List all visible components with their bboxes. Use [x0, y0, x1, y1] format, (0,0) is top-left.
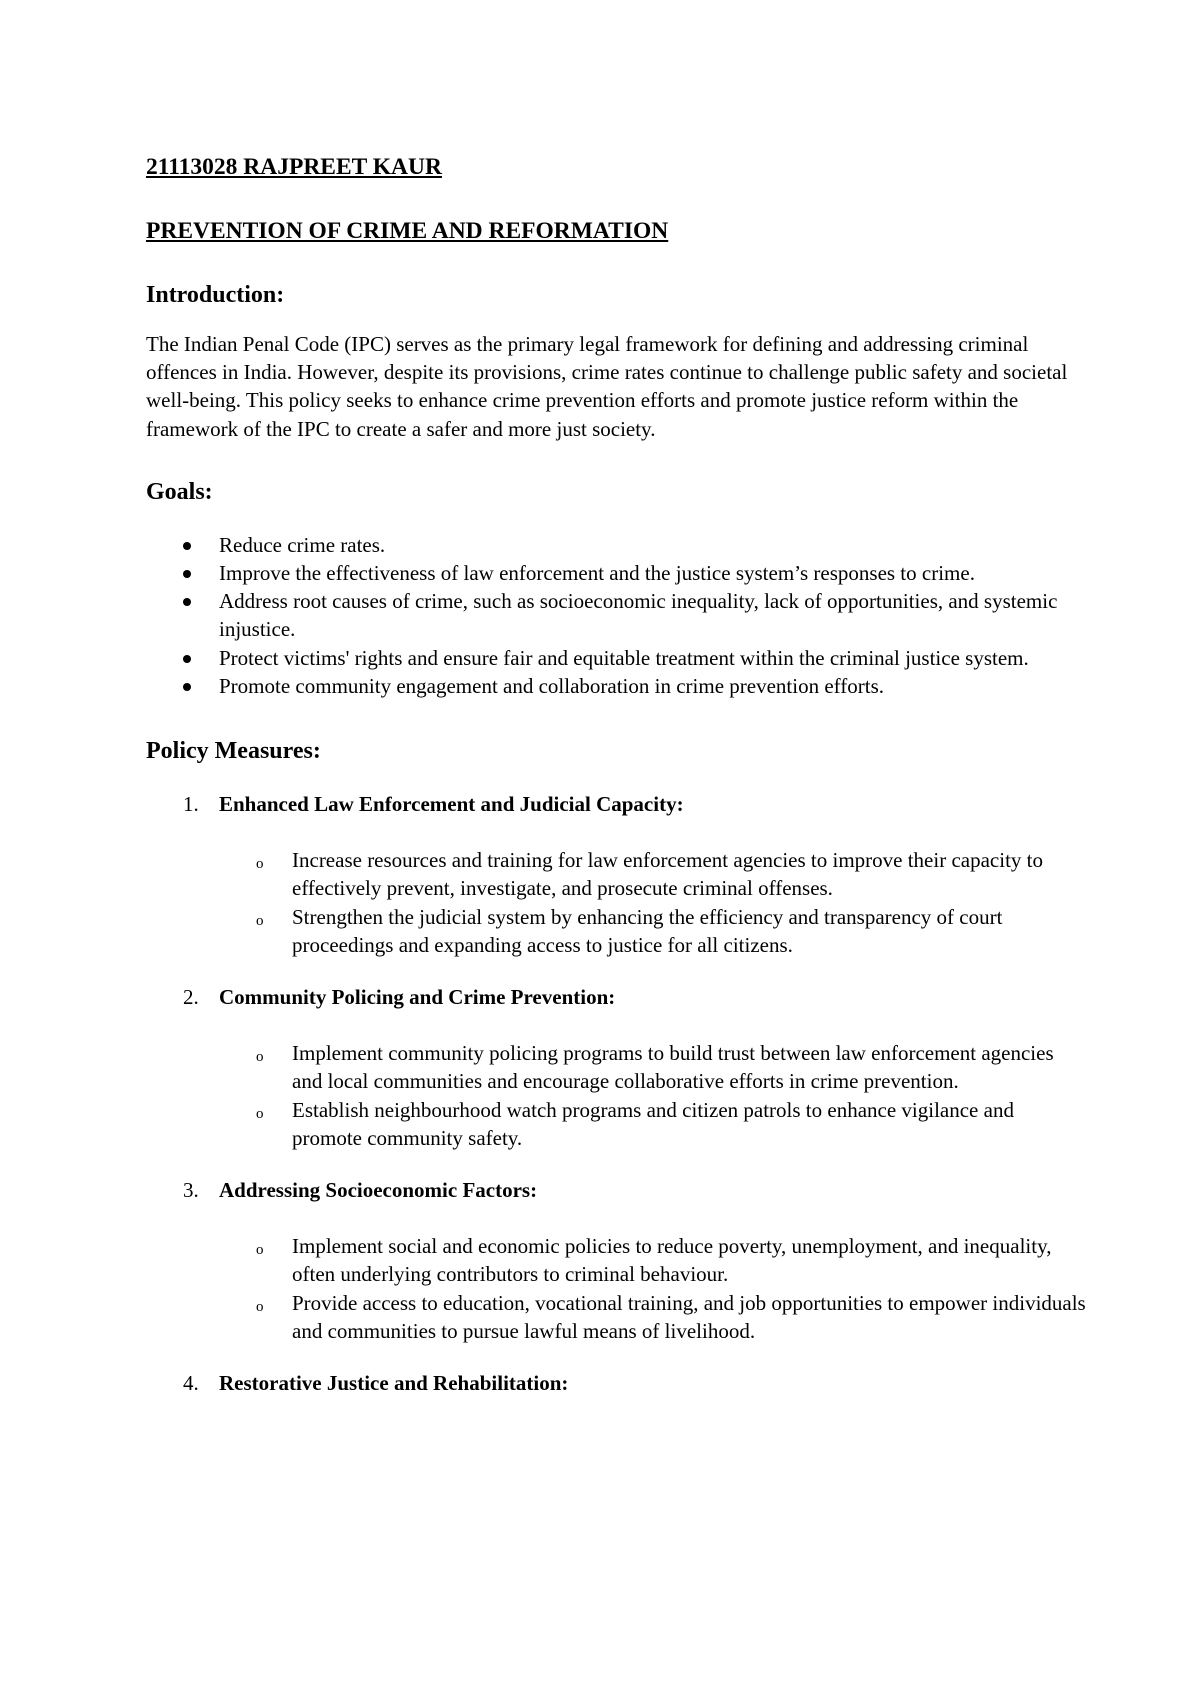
measure-point: [146, 1232, 1086, 1288]
bullet-icon: [183, 542, 191, 550]
document-page: [146, 150, 1086, 1397]
measure-point-text: Implement social and economic policies to reduce poverty, unemployment, and inequality, often underlying contributors to criminal behaviour.: [292, 1234, 1052, 1287]
policy-measure: [146, 790, 1086, 959]
measure-point-text: Increase resources and training for law enforcement agencies to improve their capacity to effectively prevent, investigate, and prosecute criminal offenses.: [292, 848, 1043, 901]
measure-point-text: Implement community policing programs to build trust between law enforcement agencies and local communities and encourage collaborative efforts in crime prevention.: [292, 1041, 1054, 1094]
goal-text: Promote community engagement and collaboration in crime prevention efforts.: [219, 673, 885, 698]
measure-points: [146, 846, 1086, 959]
circle-bullet-icon: o: [256, 856, 264, 873]
introduction-heading: Introduction:: [146, 282, 285, 308]
bullet-icon: [183, 570, 191, 578]
measure-point: [146, 1289, 1086, 1345]
measure-title: [146, 1369, 1086, 1397]
bullet-icon: [183, 683, 191, 691]
measure-point: [146, 903, 1086, 959]
measure-title: [146, 1176, 1086, 1204]
measure-title: [146, 790, 1086, 818]
circle-bullet-icon: o: [256, 1242, 264, 1259]
circle-bullet-icon: o: [256, 1298, 264, 1315]
goal-text: Improve the effectiveness of law enforcement and the justice system’s responses to crime.: [219, 561, 975, 586]
goal-text: Reduce crime rates.: [219, 532, 386, 557]
measure-point-text: Strengthen the judicial system by enhancing the efficiency and transparency of court proceedings and expanding access to justice for all citizens.: [292, 904, 1003, 957]
goal-item: [146, 531, 1086, 559]
measure-point-text: Provide access to education, vocational training, and job opportunities to empower individuals and communities to pursue lawful means of livelihood.: [292, 1290, 1086, 1343]
policy-measure: [146, 983, 1086, 1152]
goal-item: [146, 587, 1086, 643]
goal-text: Address root causes of crime, such as socioeconomic inequality, lack of opportunities, and systemic injustice.: [219, 589, 1058, 642]
measure-point-text: Establish neighbourhood watch programs and citizen patrols to enhance vigilance and promote community safety.: [292, 1097, 1014, 1150]
student-id-name: 21113028 RAJPREET KAUR: [146, 154, 442, 180]
goals-list: [146, 531, 1086, 700]
goals-heading: Goals:: [146, 478, 213, 505]
measure-title: [146, 983, 1086, 1011]
measure-number: 1.: [183, 792, 199, 817]
goal-text: Protect victims' rights and ensure fair and equitable treatment within the criminal justice system.: [219, 645, 1029, 670]
measure-title-text: Addressing Socioeconomic Factors:: [219, 1178, 538, 1203]
bullet-icon: [183, 655, 191, 663]
measure-point: [146, 1039, 1086, 1095]
measure-point: [146, 846, 1086, 902]
circle-bullet-icon: o: [256, 1049, 264, 1066]
measure-number: 4.: [183, 1371, 199, 1396]
introduction-paragraph: The Indian Penal Code (IPC) serves as the primary legal framework for defining and addressing criminal offences in India. However, despite its provisions, crime rates continue to challenge public safety and societal well-being. This policy seeks to enhance crime prevention efforts and promote justice reform within the framework of the IPC to create a safer and more just society.: [146, 332, 1068, 441]
measure-point: [146, 1096, 1086, 1152]
measure-number: 3.: [183, 1178, 199, 1203]
policy-measures-heading: Policy Measures:: [146, 738, 321, 765]
measure-points: [146, 1232, 1086, 1345]
measure-number: 2.: [183, 985, 199, 1010]
document-title: PREVENTION OF CRIME AND REFORMATION: [146, 218, 669, 244]
measure-points: [146, 1039, 1086, 1152]
measure-title-text: Restorative Justice and Rehabilitation:: [219, 1371, 569, 1396]
measure-title-text: Community Policing and Crime Prevention:: [219, 985, 616, 1010]
goal-item: [146, 644, 1086, 672]
policy-measure: [146, 1369, 1086, 1397]
circle-bullet-icon: o: [256, 1105, 264, 1122]
policy-measure: [146, 1176, 1086, 1345]
circle-bullet-icon: o: [256, 912, 264, 929]
bullet-icon: [183, 598, 191, 606]
goal-item: [146, 672, 1086, 700]
goal-item: [146, 559, 1086, 587]
measure-title-text: Enhanced Law Enforcement and Judicial Capacity:: [219, 792, 684, 817]
